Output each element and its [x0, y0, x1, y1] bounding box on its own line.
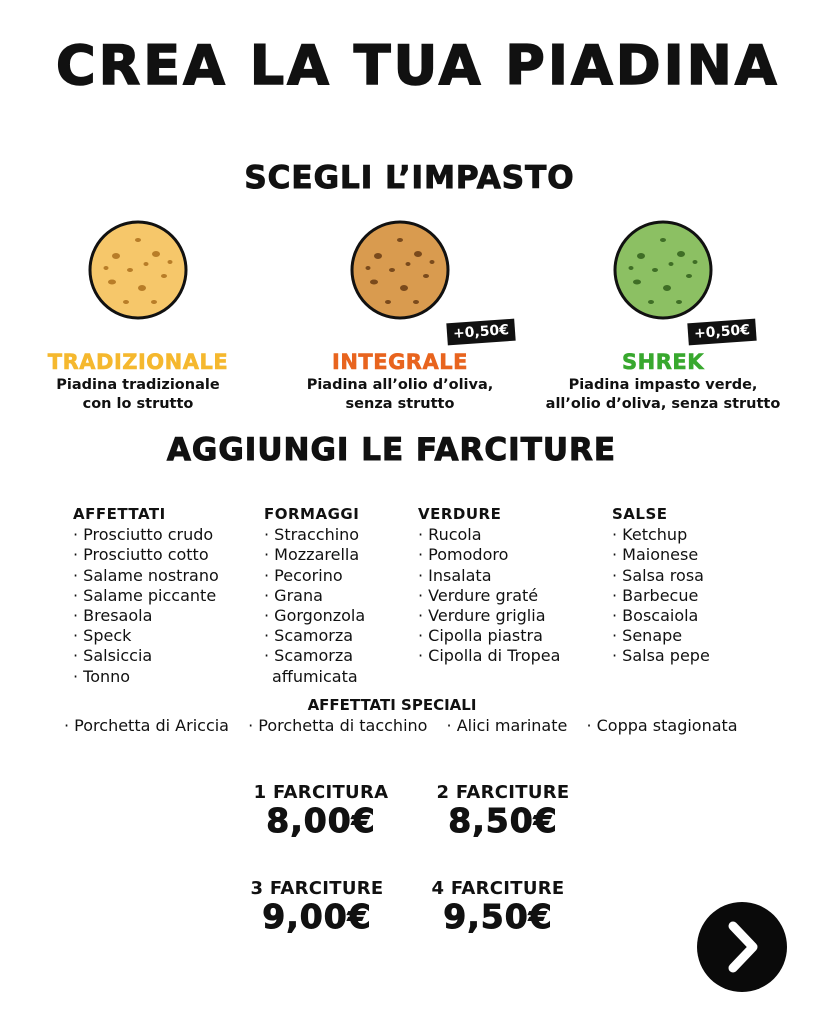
list-item[interactable]: · Gorgonzola [264, 606, 365, 626]
list-item[interactable]: · Tonno [73, 667, 219, 687]
category-verdure [418, 504, 560, 667]
piadina-icon [348, 218, 452, 322]
list-item[interactable]: · Scamorza [264, 626, 365, 646]
list-item[interactable]: · Mozzarella [264, 545, 365, 565]
list-item-continuation[interactable]: affumicata [272, 666, 358, 686]
list-item[interactable]: · Verdure griglia [418, 606, 560, 626]
price-label: 2 FARCITURE [436, 782, 570, 803]
fillings-section-title: AGGIUNGI LE FARCITURE [166, 432, 617, 468]
list-item[interactable]: · Bresaola [73, 606, 219, 626]
list-item[interactable]: · Coppa stagionata [586, 716, 737, 735]
price-label: 1 FARCITURA [253, 782, 389, 803]
price-label: 3 FARCITURE [250, 878, 384, 899]
dough-name: TRADIZIONALE [47, 350, 229, 374]
list-item[interactable]: · Verdure graté [418, 586, 560, 606]
price-value: 9,00€ [262, 897, 372, 936]
dough-name: INTEGRALE [332, 350, 468, 374]
category-formaggi [264, 504, 365, 687]
shrek-price-tag: +0,50€ [687, 319, 756, 346]
list-item[interactable]: · Stracchino [264, 525, 365, 545]
price-4-fillings [398, 878, 598, 935]
price-2-fillings [403, 782, 603, 839]
list-item[interactable]: · Cipolla piastra [418, 626, 560, 646]
list-item[interactable]: · Cipolla di Tropea [418, 646, 560, 666]
price-3-fillings [217, 878, 417, 935]
dough-section-title: SCEGLI L’IMPASTO [244, 160, 575, 196]
piadina-icon [86, 218, 190, 322]
list-item[interactable]: · Maionese [612, 545, 710, 565]
list-item[interactable]: · Salsiccia [73, 646, 219, 666]
list-item[interactable]: · Salame nostrano [73, 566, 219, 586]
chevron-right-icon [697, 902, 787, 992]
next-button[interactable] [697, 902, 787, 992]
list-item[interactable]: · Prosciutto crudo [73, 525, 219, 545]
dough-description: Piadina all’olio d’oliva, senza strutto [306, 377, 494, 412]
price-value: 9,50€ [443, 897, 553, 936]
special-cuts-title: AFFETTATI SPECIALI [307, 696, 477, 714]
price-value: 8,00€ [266, 801, 376, 840]
list-item[interactable]: · Salsa rosa [612, 566, 710, 586]
list-item[interactable]: · Salsa pepe [612, 646, 710, 666]
piadina-icon [611, 218, 715, 322]
list-item[interactable]: · Barbecue [612, 586, 710, 606]
price-label: 4 FARCITURE [431, 878, 565, 899]
dough-option-tradizionale[interactable] [18, 218, 258, 414]
category-affettati [73, 504, 219, 687]
page-title: CREA LA TUA PIADINA [56, 34, 780, 97]
special-cuts-list [64, 716, 752, 735]
list-item[interactable]: · Alici marinate [447, 716, 568, 735]
list-item[interactable]: · Rucola [418, 525, 560, 545]
list-item[interactable]: · Grana [264, 586, 365, 606]
list-item[interactable]: · Insalata [418, 566, 560, 586]
dough-description: Piadina tradizionale con lo strutto [56, 377, 220, 412]
list-item[interactable]: · Senape [612, 626, 710, 646]
list-item[interactable]: · Pomodoro [418, 545, 560, 565]
price-1-filling [221, 782, 421, 839]
list-item[interactable]: · Salame piccante [73, 586, 219, 606]
price-value: 8,50€ [448, 801, 558, 840]
list-item[interactable]: · Speck [73, 626, 219, 646]
integrale-price-tag: +0,50€ [446, 319, 515, 346]
list-item[interactable]: · Scamorza [264, 646, 365, 666]
dough-option-shrek[interactable] [543, 218, 783, 414]
category-title: SALSE [612, 505, 668, 523]
category-title: VERDURE [418, 505, 502, 523]
list-item[interactable]: · Ketchup [612, 525, 710, 545]
category-title: FORMAGGI [264, 505, 360, 523]
dough-option-integrale[interactable] [280, 218, 520, 414]
category-salse [612, 504, 710, 667]
dough-description: Piadina impasto verde, all’olio d’oliva, senza strutto [545, 377, 781, 412]
dough-name: SHREK [622, 350, 704, 374]
list-item[interactable]: · Boscaiola [612, 606, 710, 626]
category-title: AFFETTATI [73, 505, 166, 523]
list-item[interactable]: · Porchetta di Ariccia [64, 716, 229, 735]
list-item[interactable]: · Pecorino [264, 566, 365, 586]
list-item[interactable]: · Prosciutto cotto [73, 545, 219, 565]
list-item[interactable]: · Porchetta di tacchino [248, 716, 427, 735]
